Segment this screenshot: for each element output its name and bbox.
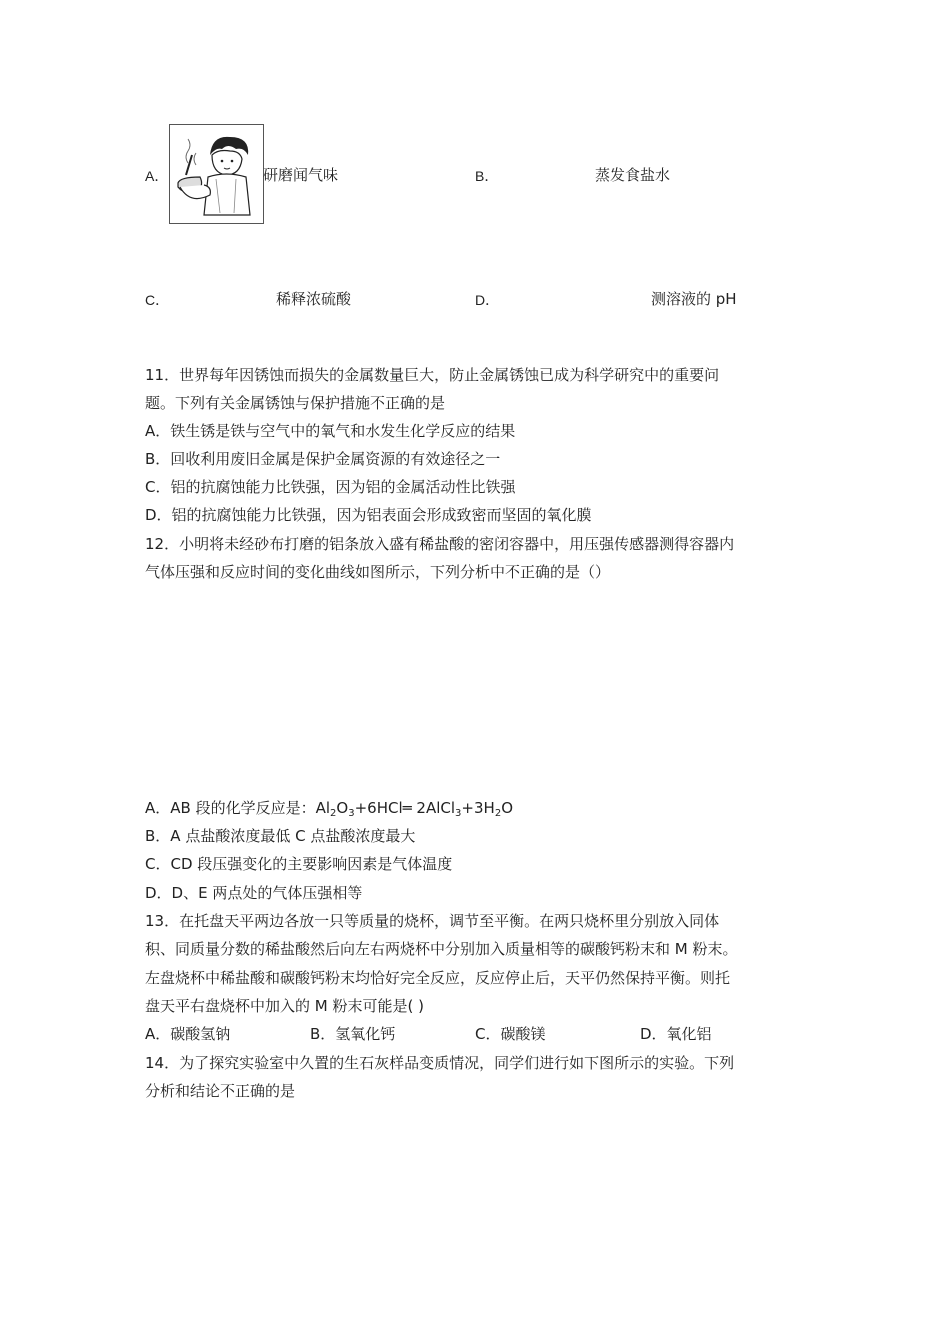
q10-option-d-letter: D． [475, 292, 500, 308]
q13-option-a: A．碳酸氢钠 [145, 1025, 231, 1043]
q13-option-d: D．氧化铝 [640, 1025, 712, 1043]
q11-stem-line1: 11．世界每年因锈蚀而损失的金属数量巨大，防止金属锈蚀已成为科学研究中的重要问 [145, 366, 720, 384]
q10-option-d-text: 测溶液的 pH [651, 290, 737, 308]
grinding-smell-illustration-icon [170, 125, 263, 223]
q13-stem-line1: 13．在托盘天平两边各放一只等质量的烧杯，调节至平衡。在两只烧杯里分别放入同体 [145, 912, 720, 930]
q10-option-a-letter: A． [145, 168, 169, 184]
q13-option-b: B．氢氧化钙 [310, 1025, 396, 1043]
q13-stem-line2: 积、同质量分数的稀盐酸然后向左右两烧杯中分别加入质量相等的碳酸钙粉末和 M 粉末。 [145, 940, 738, 958]
q12-option-a [145, 798, 513, 818]
q11-stem-line2: 题。下列有关金属锈蚀与保护措施不正确的是 [145, 394, 446, 412]
q10-option-b-text: 蒸发食盐水 [595, 166, 671, 184]
q10-option-b-letter: B． [475, 168, 499, 184]
q13-stem-line4: 盘天平右盘烧杯中加入的 M 粉末可能是( ) [145, 997, 424, 1015]
q11-option-a: A．铁生锈是铁与空气中的氧气和水发生化学反应的结果 [145, 422, 516, 440]
q12-stem-line1: 12．小明将未经砂布打磨的铝条放入盛有稀盐酸的密闭容器中，用压强传感器测得容器内 [145, 535, 735, 553]
q10-option-a-text: 研磨闻气味 [263, 166, 339, 184]
q11-option-b: B．回收利用废旧金属是保护金属资源的有效途径之一 [145, 450, 501, 468]
q14-stem-line1: 14．为了探究实验室中久置的生石灰样品变质情况，同学们进行如下图所示的实验。下列 [145, 1054, 735, 1072]
q13-stem-line3: 左盘烧杯中稀盐酸和碳酸钙粉末均恰好完全反应，反应停止后，天平仍然保持平衡。则托 [145, 969, 731, 987]
q12-option-c: C．CD 段压强变化的主要影响因素是气体温度 [145, 855, 453, 873]
q12-equation: $Al_2O_3+6HCl═$ $2AlCl_3+3H_2O$ [315, 799, 514, 819]
q14-stem-line2: 分析和结论不正确的是 [145, 1082, 296, 1100]
q10-option-c-text: 稀释浓硫酸 [276, 290, 352, 308]
q10-option-a-figure [169, 124, 264, 224]
q12-option-a-prefix: A．AB 段的化学反应是： [145, 799, 316, 817]
q11-option-c: C．铝的抗腐蚀能力比铁强，因为铝的金属活动性比铁强 [145, 478, 516, 496]
q11-option-d: D．铝的抗腐蚀能力比铁强，因为铝表面会形成致密而坚固的氧化膜 [145, 506, 592, 524]
q12-stem-line2: 气体压强和反应时间的变化曲线如图所示，下列分析中不正确的是（） [145, 563, 611, 581]
q13-option-c: C．碳酸镁 [475, 1025, 546, 1043]
q12-option-d: D．D、E 两点处的气体压强相等 [145, 884, 363, 902]
q12-option-b: B．A 点盐酸浓度最低 C 点盐酸浓度最大 [145, 827, 416, 845]
q10-option-c-letter: C． [145, 292, 170, 308]
